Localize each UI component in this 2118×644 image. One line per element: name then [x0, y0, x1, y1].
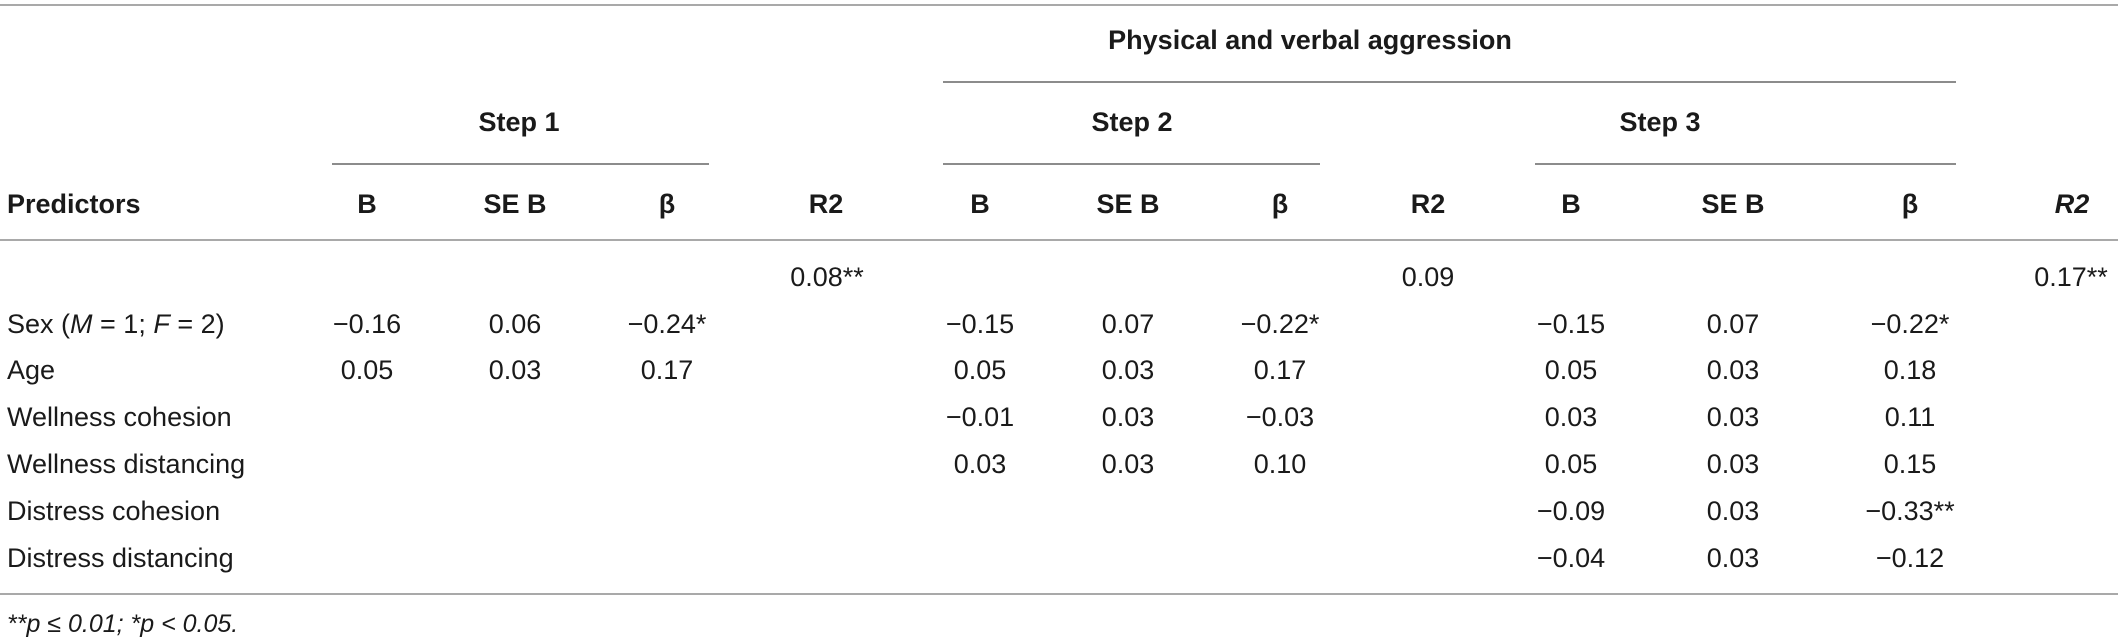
cell: −0.04	[1536, 543, 1606, 573]
predictors-header: Predictors	[7, 189, 141, 219]
col-header-beta: β	[1271, 189, 1289, 219]
cell: 0.03	[1706, 496, 1760, 526]
cell: 0.03	[1544, 402, 1598, 432]
header-bottom-rule	[0, 239, 2118, 241]
cell: 0.10	[1253, 449, 1307, 479]
cell: −0.12	[1875, 543, 1945, 573]
cell: −0.33**	[1865, 496, 1955, 526]
r2-value-step3: 0.17**	[2034, 262, 2108, 292]
row-label: Wellness cohesion	[7, 402, 232, 432]
step2-header: Step 2	[1091, 107, 1173, 137]
cell: 0.03	[1706, 449, 1760, 479]
r2-value-step1: 0.08**	[790, 262, 864, 292]
cell: 0.15	[1883, 449, 1937, 479]
cell: 0.11	[1884, 402, 1936, 432]
cell: −0.03	[1245, 402, 1315, 432]
step1-header: Step 1	[478, 107, 560, 137]
cell: −0.01	[945, 402, 1015, 432]
cell: 0.03	[1101, 449, 1155, 479]
cell: 0.03	[1706, 402, 1760, 432]
cell: 0.07	[1706, 309, 1760, 339]
col-header-b: B	[970, 189, 990, 219]
cell: 0.05	[953, 355, 1007, 385]
col-header-se-b: SE B	[1701, 189, 1765, 219]
col-header-se-b: SE B	[1096, 189, 1160, 219]
step2-rule	[943, 163, 1320, 165]
cell: 0.06	[488, 309, 542, 339]
cell: 0.18	[1883, 355, 1937, 385]
cell: 0.17	[640, 355, 694, 385]
cell: −0.22*	[1240, 309, 1320, 339]
r2-value-step2: 0.09	[1401, 262, 1455, 292]
super-header-rule	[943, 81, 1956, 83]
row-label: Wellness distancing	[7, 449, 246, 479]
cell: 0.03	[1101, 402, 1155, 432]
cell: 0.03	[488, 355, 542, 385]
cell: 0.03	[953, 449, 1007, 479]
cell: 0.03	[1706, 355, 1760, 385]
col-header-se-b: SE B	[483, 189, 547, 219]
cell: −0.16	[332, 309, 402, 339]
col-header-beta: β	[658, 189, 676, 219]
table-footnote: **p ≤ 0.01; *p < 0.05.	[7, 610, 239, 638]
cell: 0.07	[1101, 309, 1155, 339]
top-rule	[0, 4, 2118, 6]
step3-rule	[1535, 163, 1956, 165]
table-bottom-rule	[0, 593, 2118, 595]
col-header-beta: β	[1901, 189, 1919, 219]
cell: −0.15	[1536, 309, 1606, 339]
col-header-r2: R2	[1410, 189, 1446, 219]
cell: 0.05	[1544, 449, 1598, 479]
col-header-r2: R2	[808, 189, 844, 219]
step3-header: Step 3	[1619, 107, 1701, 137]
cell: 0.03	[1706, 543, 1760, 573]
row-label: Sex (M = 1; F = 2)	[7, 309, 225, 339]
row-label: Distress distancing	[7, 543, 234, 573]
cell: −0.24*	[627, 309, 707, 339]
cell: 0.17	[1253, 355, 1307, 385]
step1-rule	[332, 163, 709, 165]
cell: 0.05	[1544, 355, 1598, 385]
col-header-r2: R2	[2054, 189, 2090, 219]
cell: −0.22*	[1870, 309, 1950, 339]
row-label: Distress cohesion	[7, 496, 221, 526]
cell: 0.05	[340, 355, 394, 385]
cell: −0.15	[945, 309, 1015, 339]
row-label: Age	[7, 355, 56, 385]
col-header-b: B	[1561, 189, 1581, 219]
col-header-b: B	[357, 189, 377, 219]
cell: −0.09	[1536, 496, 1606, 526]
cell: 0.03	[1101, 355, 1155, 385]
super-header: Physical and verbal aggression	[1108, 25, 1512, 55]
